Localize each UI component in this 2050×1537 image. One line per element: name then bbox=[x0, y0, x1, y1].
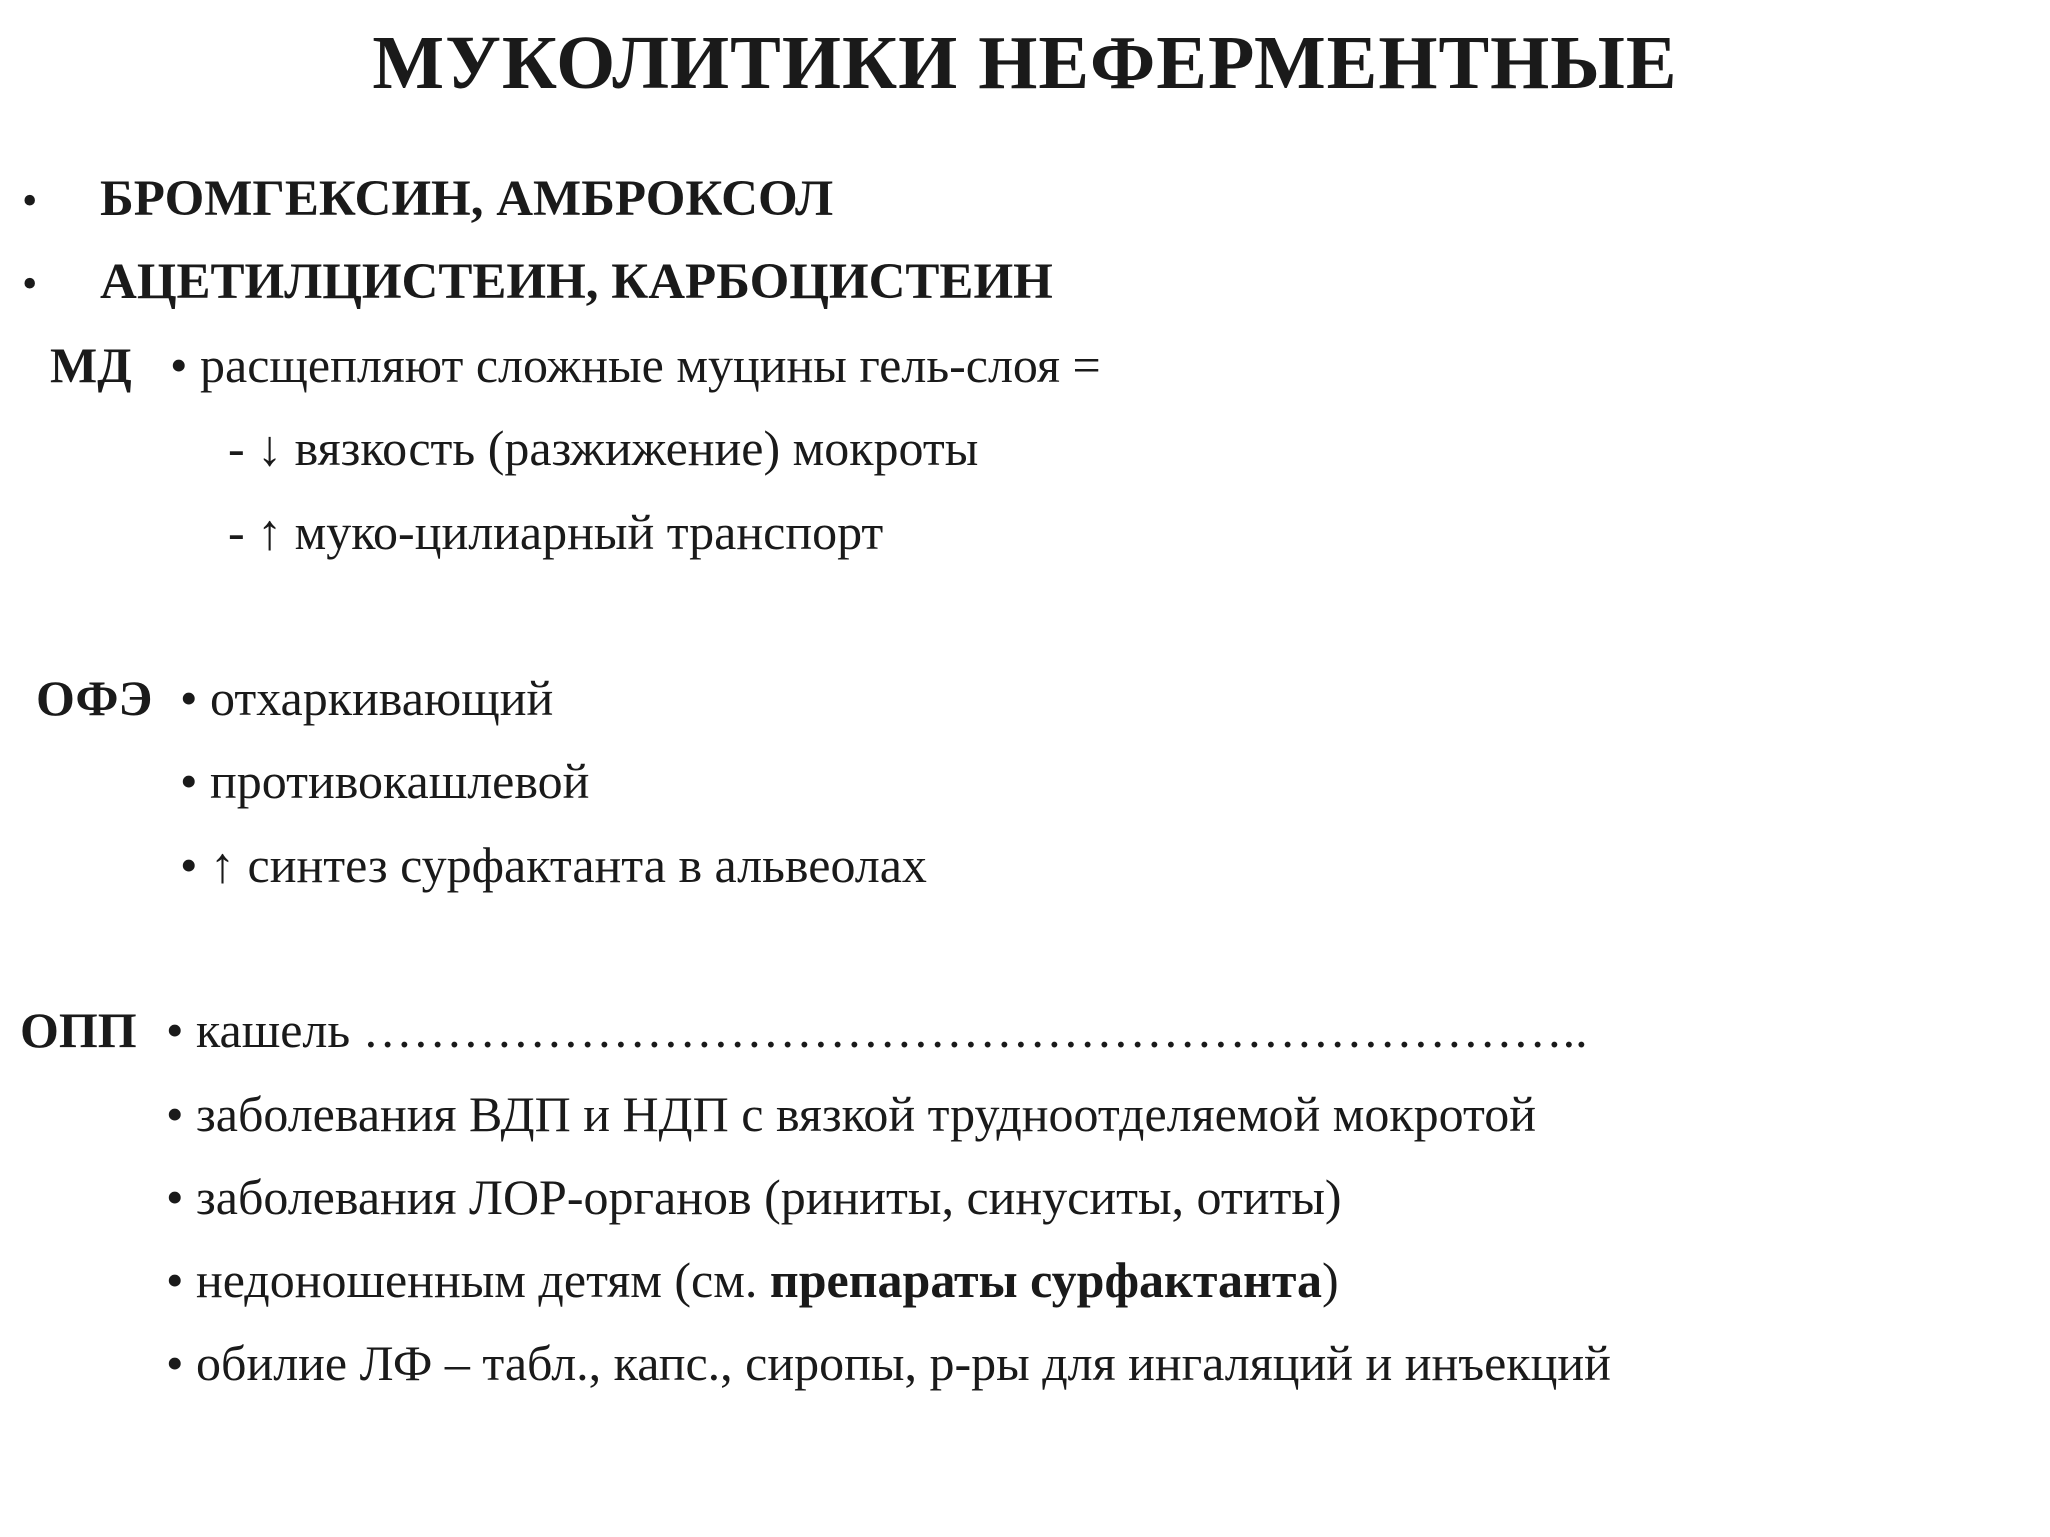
ofe-label: ОФЭ bbox=[36, 670, 153, 726]
drug-bullet: • bbox=[22, 259, 38, 308]
drug-bullet: • bbox=[22, 176, 38, 225]
opp-item-preterm bbox=[166, 1250, 1339, 1310]
opp-item: • кашель ……………………………………………………………….. bbox=[166, 1002, 1588, 1058]
ofe-item: • противокашлевой bbox=[180, 753, 590, 809]
md-sub-item: - ↑ муко-цилиарный транспорт bbox=[228, 504, 884, 560]
md-sub-item: - ↓ вязкость (разжижение) мокроты bbox=[228, 420, 979, 476]
opp-item: • заболевания ЛОР-органов (риниты, синуситы, отиты) bbox=[166, 1169, 1342, 1225]
ofe-item: • отхаркивающий bbox=[180, 670, 554, 726]
md-main-item: • расщепляют сложные муцины гель-слоя = bbox=[170, 337, 1101, 393]
drug-item-acetylcysteine: АЦЕТИЛЦИСТЕИН, КАРБОЦИСТЕИН bbox=[100, 254, 1053, 310]
slide-title: МУКОЛИТИКИ НЕФЕРМЕНТНЫЕ bbox=[372, 21, 1678, 105]
ofe-item: • ↑ синтез сурфактанта в альвеолах bbox=[180, 837, 927, 893]
md-label: МД bbox=[50, 337, 132, 393]
opp-preterm-text: • недоношенным детям (см. bbox=[166, 1252, 770, 1308]
opp-item: • заболевания ВДП и НДП с вязкой трудноотделяемой мокротой bbox=[166, 1086, 1536, 1142]
opp-item: • обилие ЛФ – табл., капс., сиропы, р-ры для ингаляций и инъекций bbox=[166, 1335, 1611, 1391]
drug-item-bromhexine: БРОМГЕКСИН, АМБРОКСОЛ bbox=[100, 171, 834, 227]
opp-preterm-close: ) bbox=[1322, 1252, 1339, 1308]
opp-label: ОПП bbox=[20, 1002, 137, 1058]
surfactant-reference: препараты сурфактанта bbox=[769, 1252, 1323, 1308]
